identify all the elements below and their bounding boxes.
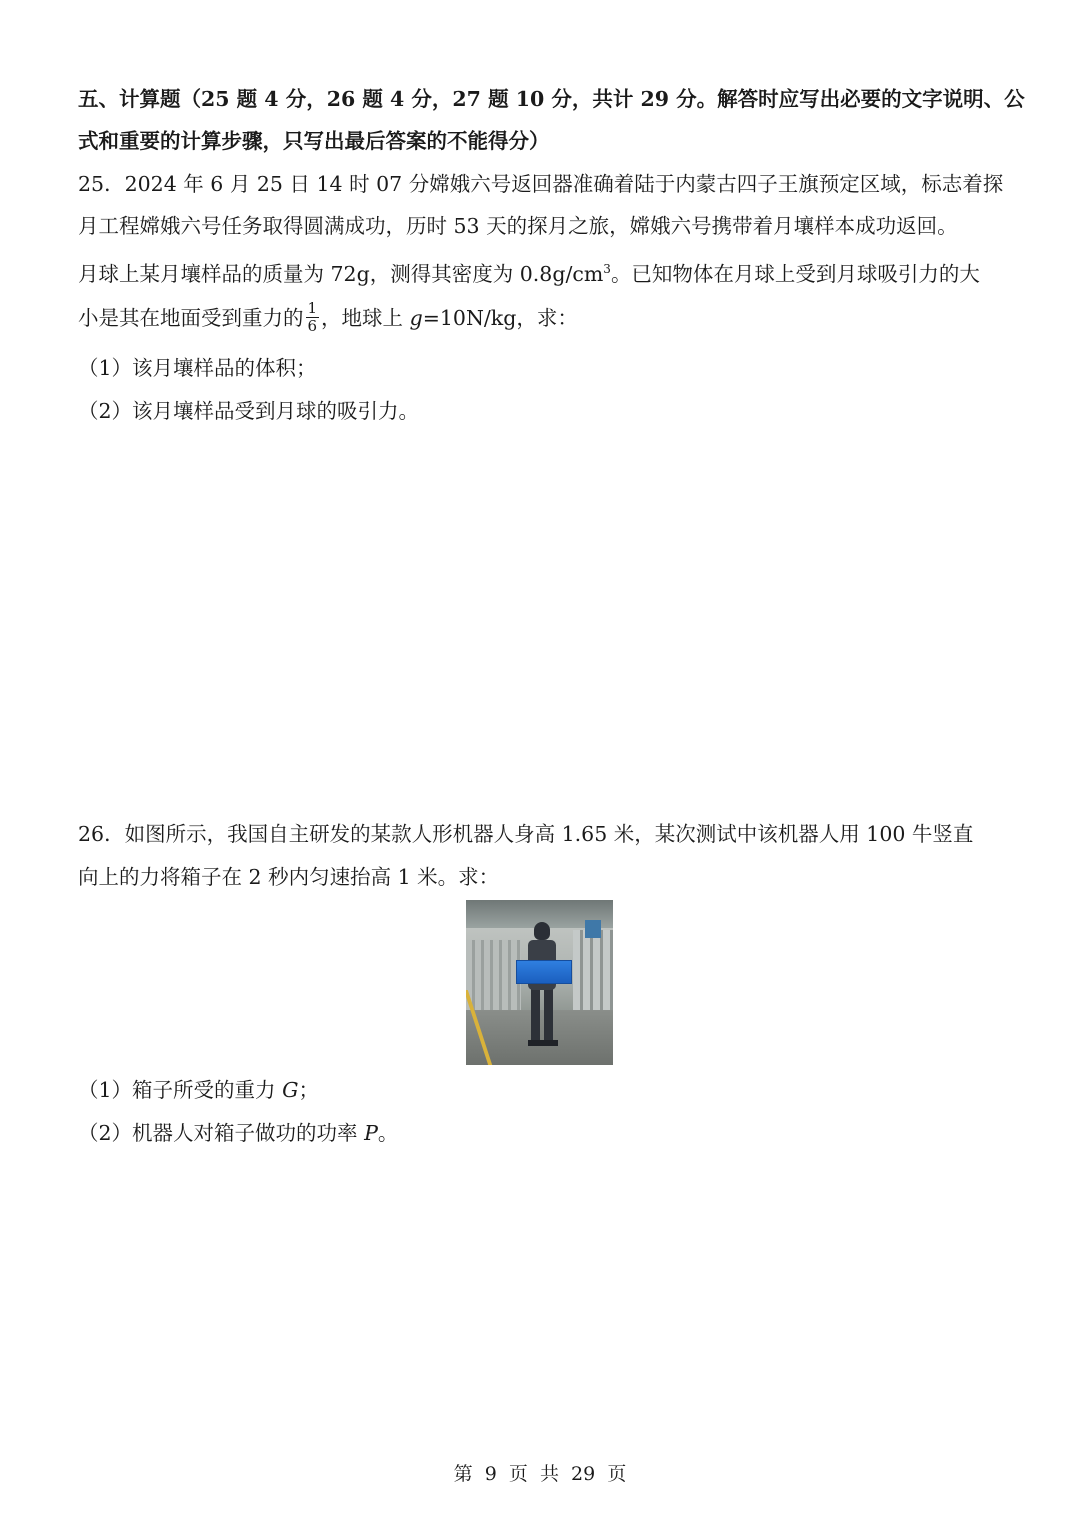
section-heading-line2: 式和重要的计算步骤，只写出最后答案的不能得分） bbox=[78, 129, 550, 153]
q25-sub1: （1）该月壤样品的体积； bbox=[78, 356, 317, 380]
q26-line1: 26．如图所示，我国自主研发的某款人形机器人身高 1.65 米，某次测试中该机器人用 100 牛竖直 bbox=[78, 822, 974, 846]
q25-line3-text-a: 月球上某月壤样品的质量为 72g，测得其密度为 0.8g/cm bbox=[78, 261, 604, 286]
q25-sub2: （2）该月壤样品受到月球的吸引力。 bbox=[78, 399, 420, 423]
q26-sub2-text-a: （2）机器人对箱子做功的功率 bbox=[78, 1121, 365, 1145]
q26-sub2 bbox=[78, 1118, 1008, 1148]
q25-line4-text-c: =10N/kg，求： bbox=[422, 306, 578, 330]
q26-variable-G: G bbox=[282, 1078, 299, 1102]
fraction-one-sixth bbox=[306, 300, 320, 335]
q25-line4-text-a: 小是其在地面受到重力的 bbox=[78, 306, 304, 330]
q26-line2: 向上的力将箱子在 2 秒内匀速抬高 1 米。求： bbox=[78, 865, 500, 889]
q25-line4 bbox=[78, 299, 1008, 337]
q26-sub1 bbox=[78, 1075, 1008, 1105]
q26-sub1-text-a: （1）箱子所受的重力 bbox=[78, 1078, 283, 1102]
fraction-denominator: 6 bbox=[307, 317, 318, 335]
photo-shelf-left bbox=[466, 940, 521, 1010]
robot-legs bbox=[531, 988, 553, 1043]
q25-variable-g: g bbox=[409, 306, 423, 330]
q26-variable-P: P bbox=[364, 1121, 378, 1145]
q25-line3 bbox=[78, 254, 1008, 289]
q25-line2: 月工程嫦娥六号任务取得圆满成功，历时 53 天的探月之旅，嫦娥六号携带着月壤样本成功返回。 bbox=[78, 214, 958, 238]
page-number-footer: 第 9 页 共 29 页 bbox=[453, 1463, 627, 1485]
robot-photo bbox=[466, 900, 613, 1065]
robot-feet bbox=[528, 1040, 558, 1046]
photo-sign bbox=[585, 920, 601, 938]
photo-shelf-right bbox=[573, 930, 613, 1020]
q25-line1: 25．2024 年 6 月 25 日 14 时 07 分嫦娥六号返回器准确着陆于内蒙古四子王旗预定区域，标志着探 bbox=[78, 172, 1004, 196]
q26-sub1-text-b: ； bbox=[298, 1078, 319, 1102]
section-heading-line1: 五、计算题（25 题 4 分，26 题 4 分，27 题 10 分，共计 29 分。解答时应写出必要的文字说明、公 bbox=[78, 87, 1025, 111]
robot-head bbox=[534, 922, 550, 940]
q25-unit-superscript: 3 bbox=[603, 262, 611, 276]
blue-crate bbox=[516, 960, 572, 984]
q25-line3-text-b: 。已知物体在月球上受到月球吸引力的大 bbox=[610, 261, 980, 286]
q25-line4-text-b: ，地球上 bbox=[321, 306, 410, 330]
fraction-numerator: 1 bbox=[307, 299, 318, 317]
q26-sub2-text-b: 。 bbox=[377, 1121, 399, 1145]
